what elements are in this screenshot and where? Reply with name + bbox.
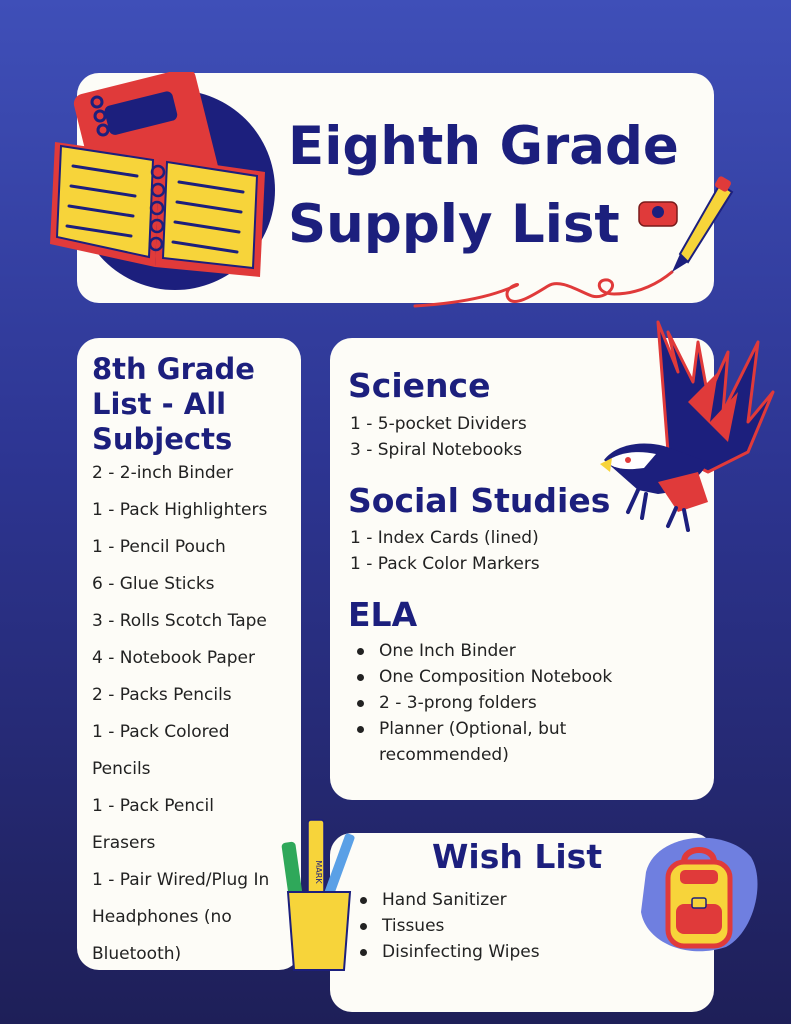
wish-item: Tissues (358, 913, 598, 939)
pencil-icon (410, 174, 740, 314)
supply-item: Bluetooth) (92, 944, 182, 964)
all-subjects-list (92, 455, 300, 973)
eagle-mascot-icon (598, 312, 778, 534)
science-heading: Science (348, 366, 491, 405)
wish-list-heading: Wish List (432, 837, 603, 876)
supply-item: Pencils (92, 759, 151, 779)
supply-item: Erasers (92, 833, 156, 853)
wish-item: Disinfecting Wipes (358, 939, 598, 965)
pen-label: MARK (314, 860, 323, 884)
supply-item: 1 - Pair Wired/Plug In (92, 870, 270, 890)
science-item: 1 - 5-pocket Dividers (350, 414, 527, 434)
ela-item: One Composition Notebook (355, 664, 695, 690)
supply-item: 3 - Rolls Scotch Tape (92, 611, 267, 631)
supply-item: 1 - Pack Colored (92, 722, 230, 742)
social-studies-item: 1 - Index Cards (lined) (350, 528, 539, 548)
ela-item: 2 - 3-prong folders (355, 690, 695, 716)
backpack-icon (636, 832, 762, 954)
supply-item: 2 - 2-inch Binder (92, 463, 234, 483)
supply-item: 4 - Notebook Paper (92, 648, 255, 668)
wish-list (358, 887, 598, 965)
wish-item: Hand Sanitizer (358, 887, 598, 913)
supply-item: Headphones (no (92, 907, 232, 927)
supply-item: 2 - Packs Pencils (92, 685, 232, 705)
ela-item: Planner (Optional, but recommended) (355, 716, 599, 768)
all-subjects-heading: 8th Grade List - All Subjects (92, 352, 255, 456)
supply-item: 6 - Glue Sticks (92, 574, 215, 594)
science-item: 3 - Spiral Notebooks (350, 440, 523, 460)
notebook-icon (45, 72, 275, 294)
social-studies-item: 1 - Pack Color Markers (350, 554, 540, 574)
social-studies-heading: Social Studies (348, 481, 611, 520)
pencil-cup-icon (280, 812, 360, 974)
supply-item: 1 - Pack Pencil (92, 796, 214, 816)
ela-list (355, 638, 695, 768)
ela-item: One Inch Binder (355, 638, 695, 664)
ela-heading: ELA (348, 595, 418, 634)
title-line-1: Eighth Grade (288, 116, 679, 177)
supply-item: 1 - Pack Highlighters (92, 500, 268, 520)
supply-item: 1 - Pencil Pouch (92, 537, 226, 557)
title-line-2: Supply List (288, 194, 620, 255)
